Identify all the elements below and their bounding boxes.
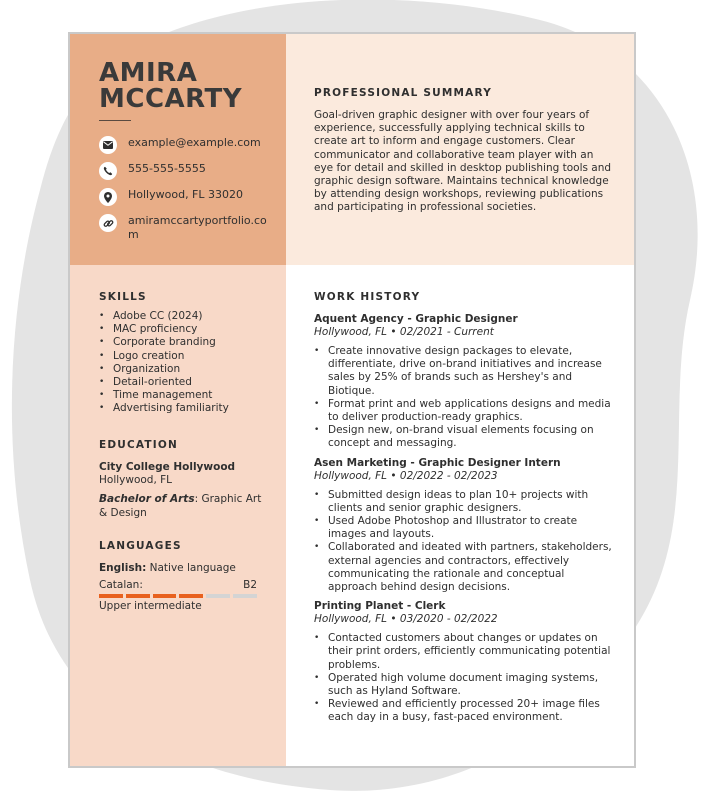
contact-location-text: Hollywood, FL 33020 bbox=[128, 188, 244, 201]
candidate-name: AMIRA MCCARTY bbox=[99, 58, 243, 114]
contact-website[interactable] bbox=[99, 214, 279, 242]
job-bullet: • Collaborated and ideated with partners, stakeholders, external agencies and contractors, effectively communicating the rationale and conceptual approach behind design decisions. bbox=[314, 541, 614, 594]
sidebar bbox=[70, 265, 286, 768]
job-meta: Hollywood, FL • 03/2020 - 02/2022 bbox=[314, 613, 498, 626]
language-bar-segment-empty bbox=[233, 594, 257, 598]
skill-item: • Adobe CC (2024) bbox=[99, 310, 279, 323]
link-icon bbox=[99, 214, 117, 232]
job-entry bbox=[314, 313, 614, 451]
skill-item: • Time management bbox=[99, 389, 279, 402]
language-english bbox=[99, 562, 236, 574]
job-bullet: • Contacted customers about changes or updates on their print orders, efficiently communicating potential problems. bbox=[314, 632, 614, 672]
languages-heading: LANGUAGES bbox=[99, 540, 182, 552]
job-title: Aquent Agency - Graphic Designer bbox=[314, 313, 518, 325]
skill-item: • Advertising familiarity bbox=[99, 402, 279, 415]
language-english-level: Native language bbox=[149, 562, 236, 574]
job-bullets bbox=[314, 345, 614, 451]
job-bullet: • Reviewed and efficiently processed 20+ image files each day in a busy, fast-paced environment. bbox=[314, 698, 614, 724]
contact-email[interactable] bbox=[99, 136, 279, 154]
job-bullet: • Format print and web applications designs and media to deliver production-ready graphics. bbox=[314, 398, 614, 424]
job-bullet: • Create innovative design packages to elevate, differentiate, drive on-brand initiatives and increase sales by 25% of brands such as Hershey's and Biotique. bbox=[314, 345, 614, 398]
contact-email-text: example@example.com bbox=[128, 136, 261, 149]
language-catalan bbox=[99, 579, 257, 591]
job-bullets bbox=[314, 632, 614, 724]
language-catalan-level: Upper intermediate bbox=[99, 600, 202, 612]
header-name-panel bbox=[70, 34, 286, 265]
summary-panel bbox=[286, 34, 636, 265]
job-meta: Hollywood, FL • 02/2022 - 02/2023 bbox=[314, 469, 498, 482]
contact-phone[interactable] bbox=[99, 162, 279, 180]
job-bullets bbox=[314, 489, 614, 595]
work-history-heading: WORK HISTORY bbox=[314, 291, 421, 303]
job-bullet: • Submitted design ideas to plan 10+ projects with clients and senior graphic designers. bbox=[314, 489, 614, 515]
skill-item: • Organization bbox=[99, 363, 279, 376]
job-bullet: • Operated high volume document imaging systems, such as Hyland Software. bbox=[314, 672, 614, 698]
job-title: Printing Planet - Clerk bbox=[314, 600, 446, 613]
email-icon bbox=[99, 136, 117, 154]
skill-item: • Detail-oriented bbox=[99, 376, 279, 389]
language-bar-segment-empty bbox=[206, 594, 230, 598]
phone-icon bbox=[99, 162, 117, 180]
skill-item: • Logo creation bbox=[99, 350, 279, 363]
language-bar-segment-filled bbox=[179, 594, 203, 598]
work-history-list bbox=[314, 313, 614, 731]
education-school: City College Hollywood bbox=[99, 461, 236, 473]
education-degree bbox=[99, 492, 269, 520]
contact-location bbox=[99, 188, 279, 206]
language-catalan-label: Catalan: bbox=[99, 579, 143, 591]
job-entry bbox=[314, 600, 614, 724]
job-title: Asen Marketing - Graphic Designer Intern bbox=[314, 456, 561, 469]
name-divider bbox=[99, 120, 131, 121]
skill-item: • Corporate branding bbox=[99, 336, 279, 349]
language-bar-segment-filled bbox=[153, 594, 177, 598]
job-entry bbox=[314, 457, 614, 595]
language-bar-segment-filled bbox=[126, 594, 150, 598]
education-degree-field: : Graphic Art & Design bbox=[99, 493, 262, 519]
contact-website-text: amiramccartyportfolio.com bbox=[128, 214, 267, 241]
summary-text: Goal-driven graphic designer with over four years of experience, successfully applying technical skills to create art to inform and engage customers. Clear communicator and collaborative team player with an eye for detail and skilled in desktop publishing tools and graphic design software. Maintains technical knowledge by attending design workshops, reviewing publications and participating in professional societies. bbox=[314, 109, 612, 214]
main-column bbox=[286, 265, 636, 768]
language-bar-segment-filled bbox=[99, 594, 123, 598]
skills-list bbox=[99, 310, 279, 416]
language-catalan-code: B2 bbox=[243, 579, 257, 591]
education-degree-label: Bachelor of Arts bbox=[99, 493, 195, 505]
education-location: Hollywood, FL bbox=[99, 474, 173, 486]
job-meta: Hollywood, FL • 02/2021 - Current bbox=[314, 326, 494, 338]
job-bullet: • Design new, on-brand visual elements focusing on concept and messaging. bbox=[314, 424, 614, 450]
location-pin-icon bbox=[99, 188, 117, 206]
job-bullet: • Used Adobe Photoshop and Illustrator to create images and layouts. bbox=[314, 515, 614, 541]
skills-heading: SKILLS bbox=[99, 291, 147, 303]
resume-page bbox=[68, 32, 636, 768]
contact-phone-text: 555-555-5555 bbox=[128, 162, 206, 175]
summary-heading: PROFESSIONAL SUMMARY bbox=[314, 87, 493, 99]
language-catalan-bar bbox=[99, 594, 257, 598]
education-heading: EDUCATION bbox=[99, 439, 179, 451]
skill-item: • MAC proficiency bbox=[99, 323, 279, 336]
language-english-label: English: bbox=[99, 562, 147, 574]
